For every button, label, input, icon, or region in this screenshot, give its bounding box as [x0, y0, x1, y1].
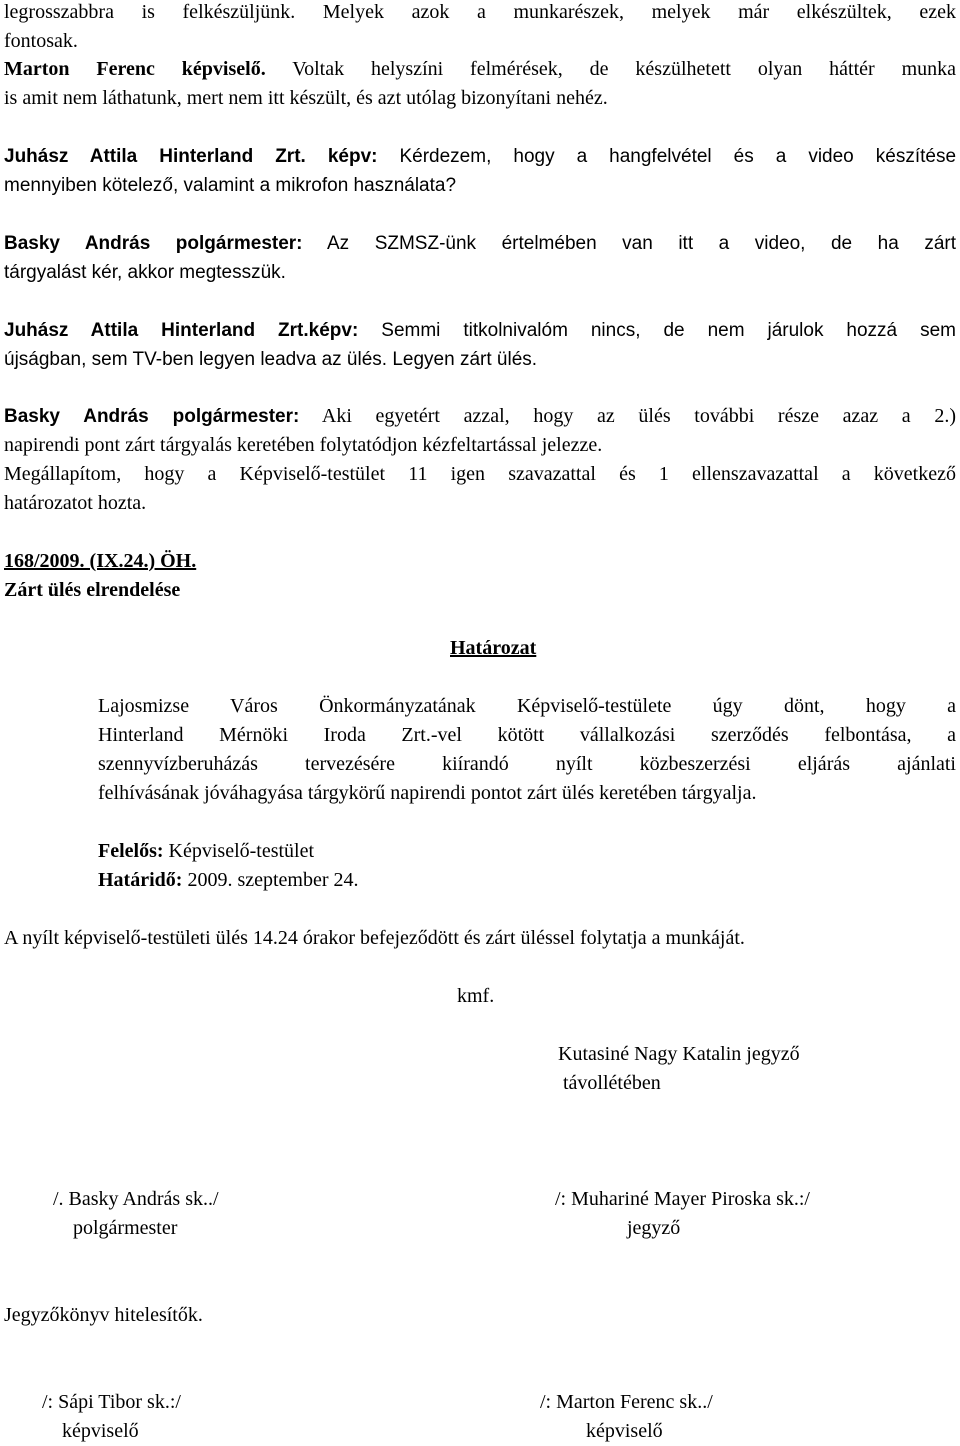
intro-line-2: fontosak. [4, 30, 78, 52]
juhasz-question [4, 142, 956, 200]
signature-mayor-title: polgármester [73, 1217, 178, 1239]
speaker-basky-2: Basky András polgármester: [4, 406, 300, 427]
deadline-value: 2009. szeptember 24. [182, 869, 359, 891]
juhasz-response-1: Semmi titkolnivalóm nincs, de nem járulok hozzá sem [358, 320, 956, 341]
juhasz-response-2: újságban, sem TV-ben legyen leadva az ülés. Legyen zárt ülés. [4, 349, 538, 370]
resolution-body-3: szennyvízberuházás tervezésére kiírandó nyílt közbeszerzési eljárás ajánlati [98, 753, 956, 775]
basky-text-1: Az SZMSZ-ünk értelmében van itt a video, de ha zárt [302, 233, 956, 254]
signature-notary-title: jegyző [627, 1217, 681, 1239]
speaker-marton: Marton Ferenc képviselő. [4, 58, 266, 80]
vote-call-text-1: Aki egyetért azzal, hogy az ülés további része azaz a 2.) [299, 405, 956, 427]
authenticator-sapi-title: képviselő [62, 1420, 139, 1442]
authenticators-label: Jegyzőkönyv hitelesítők. [4, 1304, 203, 1326]
responsible-value: Képviselő-testület [163, 840, 315, 862]
closing-statement: A nyílt képviselő-testületi ülés 14.24 órakor befejeződött és zárt üléssel folytatja a munkáját. [4, 927, 745, 949]
intro-paragraph [4, 0, 956, 56]
juhasz-response [4, 316, 956, 374]
vote-call-text-2: napirendi pont zárt tárgyalás keretében folytatódjon kézfeltartással jelezze. [4, 434, 603, 456]
resolution-body [98, 692, 956, 808]
vote-result [4, 431, 956, 518]
marton-statement [4, 55, 956, 113]
marton-text-1: Voltak helyszíni felmérések, de készülhetett olyan háttér munka [265, 58, 957, 80]
vote-result-text-1: Megállapítom, hogy a Képviselő-testület 11 igen szavazattal és 1 ellenszavazattal a következő [4, 463, 956, 485]
basky-answer [4, 229, 956, 287]
intro-line-1: legrosszabbra is felkészüljünk. Melyek azok a munkarészek, melyek már elkészültek, ezek [4, 1, 956, 23]
basky-vote-call [4, 402, 956, 431]
responsible-line [98, 837, 314, 866]
resolution-body-1: Lajosmizse Város Önkormányzatának Képviselő-testülete úgy dönt, hogy a [98, 695, 956, 717]
speaker-basky: Basky András polgármester: [4, 233, 303, 254]
vote-result-text-2: határozatot hozta. [4, 492, 147, 514]
kmf-note: kmf. [457, 985, 495, 1007]
responsible-label: Felelős: [98, 840, 164, 862]
signature-mayor-name: /. Basky András sk../ [53, 1188, 219, 1210]
resolution-body-2: Hinterland Mérnöki Iroda Zrt.-vel kötött vállalkozási szerződés felbontása, a [98, 724, 956, 746]
signature-notary-name: /: Muhariné Mayer Piroska sk.:/ [555, 1188, 810, 1210]
speaker-juhasz-2: Juhász Attila Hinterland Zrt.képv: [4, 320, 359, 341]
resolution-number: 168/2009. (IX.24.) ÖH. [4, 550, 197, 572]
resolution-heading: Határozat [450, 637, 537, 659]
basky-text-2: tárgyalást kér, akkor megtesszük. [4, 262, 286, 283]
juhasz-text-1: Kérdezem, hogy a hangfelvétel és a video készítése [377, 146, 957, 167]
resolution-subject: Zárt ülés elrendelése [4, 579, 181, 601]
notary-absent-line-2: távollétében [563, 1072, 661, 1094]
notary-absent-line-1: Kutasiné Nagy Katalin jegyző [558, 1043, 800, 1065]
deadline-line [98, 866, 359, 895]
authenticator-sapi-name: /: Sápi Tibor sk.:/ [42, 1391, 181, 1413]
authenticator-marton-name: /: Marton Ferenc sk../ [540, 1391, 713, 1413]
speaker-juhasz: Juhász Attila Hinterland Zrt. képv: [4, 146, 378, 167]
marton-text-2: is amit nem láthatunk, mert nem itt készült, és azt utólag bizonyítani nehéz. [4, 87, 608, 109]
resolution-body-4: felhívásának jóváhagyása tárgykörű napirendi pontot zárt ülés keretében tárgyalja. [98, 782, 757, 804]
deadline-label: Határidő: [98, 869, 183, 891]
juhasz-text-2: mennyiben kötelező, valamint a mikrofon használata? [4, 175, 457, 196]
authenticator-marton-title: képviselő [586, 1420, 663, 1442]
